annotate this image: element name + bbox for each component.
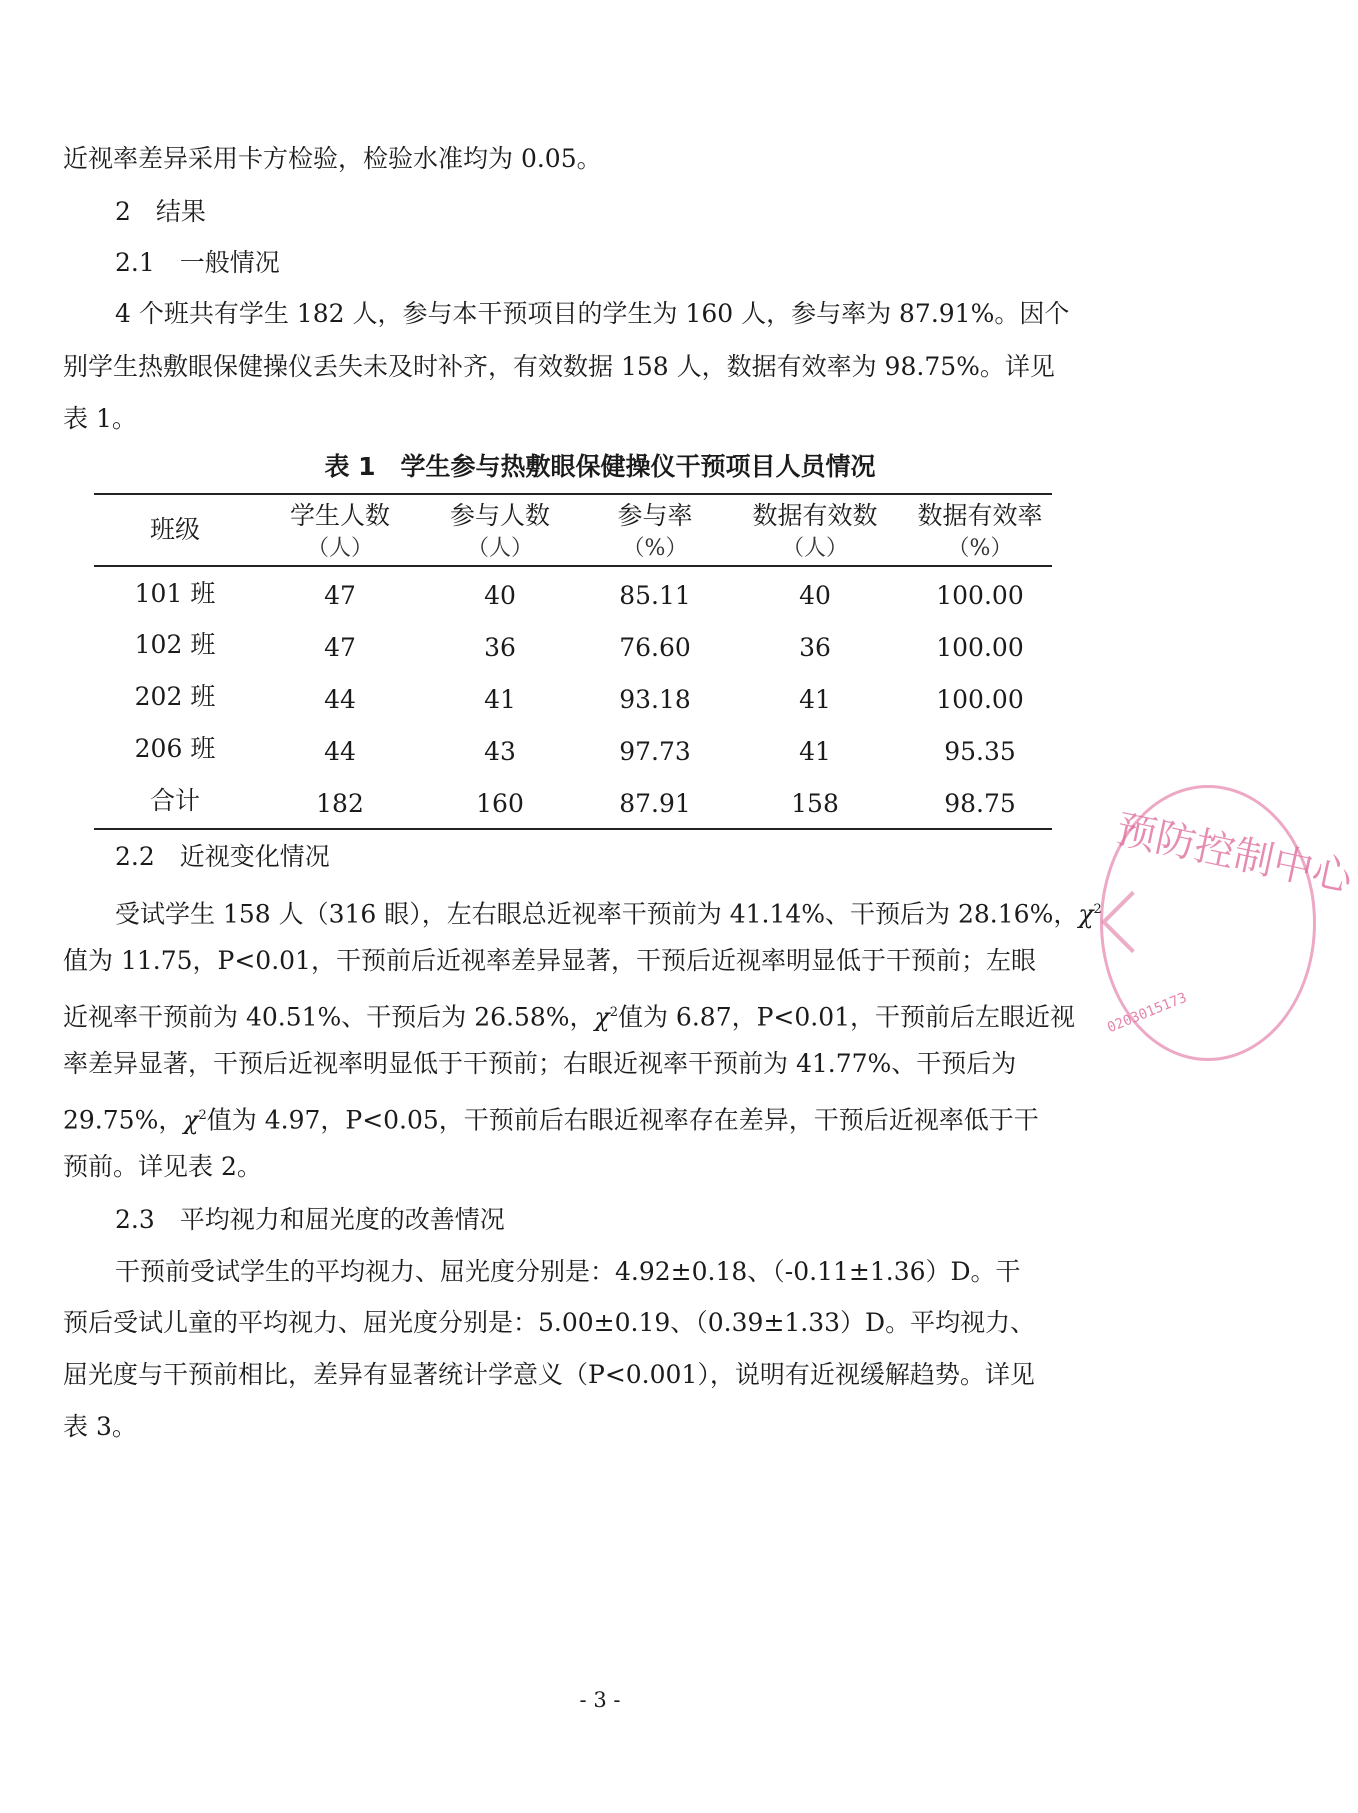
table-bottom-rule [94, 828, 1052, 830]
chi-symbol: χ [183, 1105, 199, 1135]
table-header-unit: （%） [622, 536, 688, 561]
table-header-cell: 参与人数 [449, 501, 550, 530]
seal-text: 预防控制中心 [1112, 806, 1357, 902]
paragraph-line [63, 996, 1075, 1034]
table-header-cell: 数据有效数 [752, 501, 878, 530]
section-heading-general: 2.1 一般情况 [115, 248, 280, 277]
table-cell: 85.11 [619, 581, 691, 610]
table-top-rule [94, 493, 1052, 495]
table-cell: 102 班 [134, 630, 216, 659]
table-header-unit: （人） [466, 536, 533, 561]
table-header-cell: 数据有效率 [917, 501, 1043, 530]
table-header-cell: 班级 [149, 515, 200, 544]
section-heading-myopia-change: 2.2 近视变化情况 [115, 842, 330, 871]
table-cell: 40 [799, 581, 831, 610]
table-header-cell: 学生人数 [289, 501, 390, 530]
paragraph-line: 别学生热敷眼保健操仪丢失未及时补齐，有效数据 158 人，数据有效率为 98.75%。详见 [63, 352, 1055, 381]
superscript: 2 [609, 1005, 618, 1020]
table-cell: 36 [799, 633, 831, 662]
paragraph-line: 表 1。 [63, 404, 137, 433]
section-heading-results: 2 结果 [115, 197, 206, 226]
table-header-unit: （人） [306, 536, 373, 561]
table-cell: 43 [484, 737, 516, 766]
table-cell: 202 班 [134, 682, 216, 711]
chi-symbol: χ [594, 1002, 610, 1032]
table-cell: 47 [324, 633, 356, 662]
table-cell: 41 [799, 685, 831, 714]
paragraph-line [115, 893, 1102, 931]
text-span: 29.75%， [63, 1105, 184, 1135]
table-cell: 44 [324, 737, 356, 766]
table-cell: 158 [791, 789, 839, 818]
table-caption: 表 1 学生参与热敷眼保健操仪干预项目人员情况 [324, 452, 876, 481]
paragraph-line: 值为 11.75，P<0.01，干预前后近视率差异显著，干预后近视率明显低于干预前；左眼 [63, 946, 1036, 975]
paragraph-line: 预前。详见表 2。 [63, 1152, 262, 1181]
paragraph-line: 近视率差异采用卡方检验，检验水准均为 0.05。 [63, 144, 602, 173]
table-cell: 182 [316, 789, 364, 818]
table-cell: 160 [476, 789, 524, 818]
seal-number: 0203015173 [1105, 989, 1190, 1037]
paragraph-line: 预后受试儿童的平均视力、屈光度分别是：5.00±0.19、（0.39±1.33）D。平均视力、 [63, 1308, 1036, 1337]
text-span: 值为 4.97，P<0.05，干预前后右眼近视率存在差异，干预后近视率低于干 [206, 1105, 1039, 1135]
table-cell: 36 [484, 633, 516, 662]
table-cell: 41 [484, 685, 516, 714]
page-number: - 3 - [579, 1688, 621, 1712]
table-cell: 95.35 [944, 737, 1016, 766]
table-header-rule [94, 565, 1052, 567]
table-cell: 44 [324, 685, 356, 714]
paragraph-line [63, 1099, 1039, 1137]
table-cell: 100.00 [936, 633, 1024, 662]
table-cell: 合计 [149, 786, 200, 815]
section-heading-vision-improvement: 2.3 平均视力和屈光度的改善情况 [115, 1205, 505, 1234]
table-header-unit: （人） [781, 536, 848, 561]
table-cell: 98.75 [944, 789, 1016, 818]
table-cell: 101 班 [134, 579, 216, 608]
superscript: 2 [1093, 902, 1102, 917]
table-cell: 41 [799, 737, 831, 766]
table-cell: 40 [484, 581, 516, 610]
paragraph-line: 表 3。 [63, 1412, 137, 1441]
table-cell: 47 [324, 581, 356, 610]
table-cell: 206 班 [134, 734, 216, 763]
text-span: 近视率干预前为 40.51%、干预后为 26.58%， [63, 1002, 595, 1032]
table-header-unit: （%） [947, 536, 1013, 561]
table-cell: 97.73 [619, 737, 691, 766]
table-cell: 100.00 [936, 581, 1024, 610]
table-cell: 76.60 [619, 633, 691, 662]
paragraph-line: 4 个班共有学生 182 人，参与本干预项目的学生为 160 人，参与率为 87.91%。因个 [115, 299, 1070, 328]
text-span: 值为 6.87，P<0.01，干预前后左眼近视 [617, 1002, 1076, 1032]
paragraph-line: 率差异显著，干预后近视率明显低于干预前；右眼近视率干预前为 41.77%、干预后为 [63, 1049, 1017, 1078]
table-cell: 93.18 [619, 685, 691, 714]
table-cell: 100.00 [936, 685, 1024, 714]
paragraph-line: 干预前受试学生的平均视力、屈光度分别是：4.92±0.18、（-0.11±1.36）D。干 [115, 1257, 1021, 1286]
chi-symbol: χ [1078, 899, 1094, 929]
superscript: 2 [198, 1108, 207, 1123]
table-header-cell: 参与率 [617, 501, 693, 530]
table-cell: 87.91 [619, 789, 691, 818]
text-span: 受试学生 158 人（316 眼），左右眼总近视率干预前为 41.14%、干预后为 28.16%， [115, 899, 1079, 929]
paragraph-line: 屈光度与干预前相比，差异有显著统计学意义（P<0.001），说明有近视缓解趋势。详见 [63, 1360, 1035, 1389]
